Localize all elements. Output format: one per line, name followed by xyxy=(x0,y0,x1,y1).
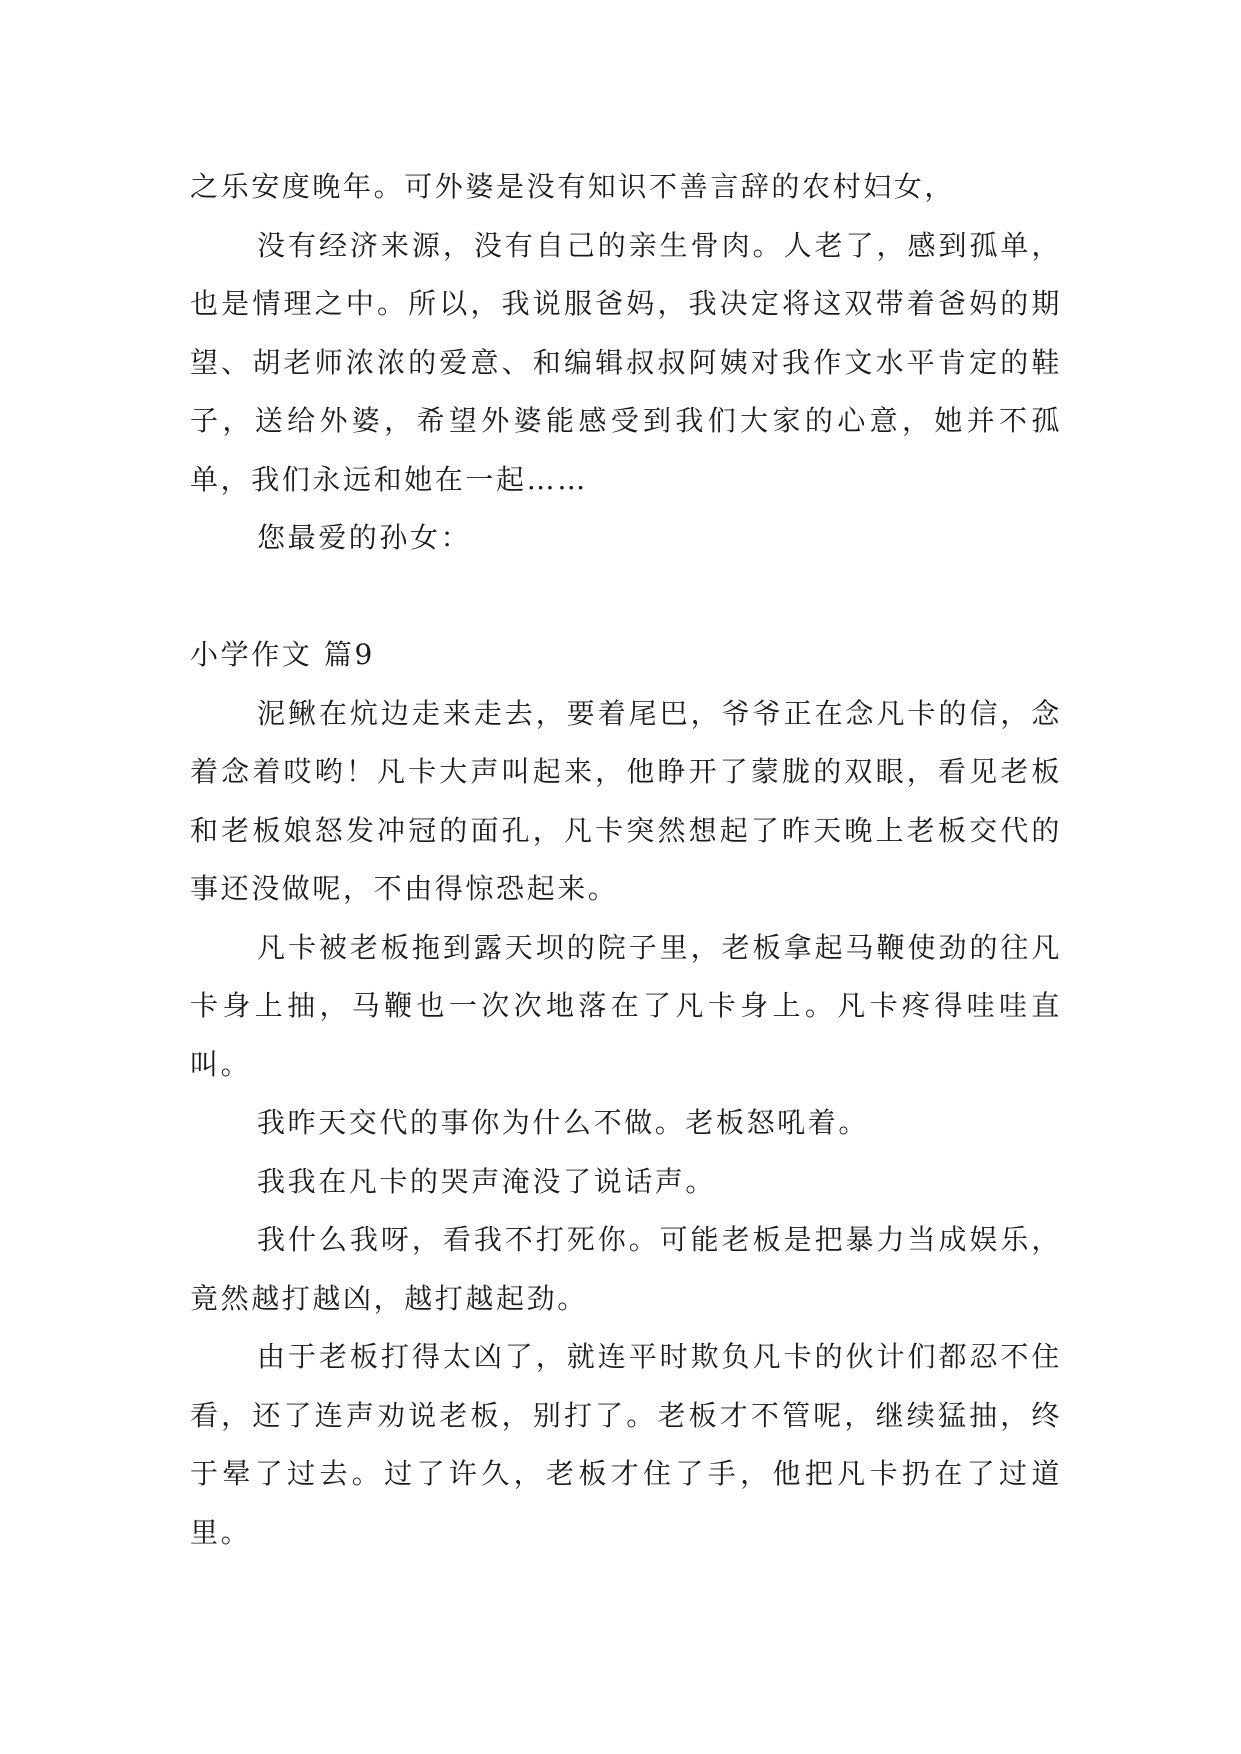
paragraph-5: 凡卡被老板拖到露天坝的院子里，老板拿起马鞭使劲的往凡卡身上抽，马鞭也一次次地落在了凡卡身上。凡卡疼得哇哇直叫。 xyxy=(190,930,1062,1081)
section-heading: 小学作文 篇9 xyxy=(190,638,375,671)
document-body xyxy=(190,158,1062,1562)
paragraph-7: 我我在凡卡的哭声淹没了说话声。 xyxy=(257,1164,717,1198)
paragraph-4: 泥鳅在炕边走来走去，要着尾巴，爷爷正在念凡卡的信，念着念着哎哟！凡卡大声叫起来，他睁开了蒙胧的双眼，看见老板和老板娘怒发冲冠的面孔，凡卡突然想起了昨天晚上老板交代的事还没做呢，不由得惊恐起来。 xyxy=(190,696,1062,905)
paragraph-3: 您最爱的孙女： xyxy=(257,521,472,554)
paragraph-8: 我什么我呀，看我不打死你。可能老板是把暴力当成娱乐，竟然越打越凶，越打越起劲。 xyxy=(190,1223,1062,1315)
paragraph-2: 没有经济来源，没有自己的亲生骨肉。人老了，感到孤单，也是情理之中。所以，我说服爸妈，我决定将这双带着爸妈的期望、胡老师浓浓的爱意、和编辑叔叔阿姨对我作文水平肯定的鞋子，送给外婆，希望外婆能感受到我们大家的心意，她并不孤单，我们永远和她在一起…… xyxy=(190,228,1062,496)
section-gap xyxy=(190,568,1062,627)
paragraph-9: 由于老板打得太凶了，就连平时欺负凡卡的伙计们都忍不住看，还了连声劝说老板，别打了。老板才不管呢，继续猛抽，终于晕了过去。过了许久，老板才住了手，他把凡卡扔在了过道里。 xyxy=(190,1340,1062,1549)
paragraph-1: 之乐安度晚年。可外婆是没有知识不善言辞的农村妇女， xyxy=(190,170,956,203)
paragraph-6: 我昨天交代的事你为什么不做。老板怒吼着。 xyxy=(257,1106,870,1139)
